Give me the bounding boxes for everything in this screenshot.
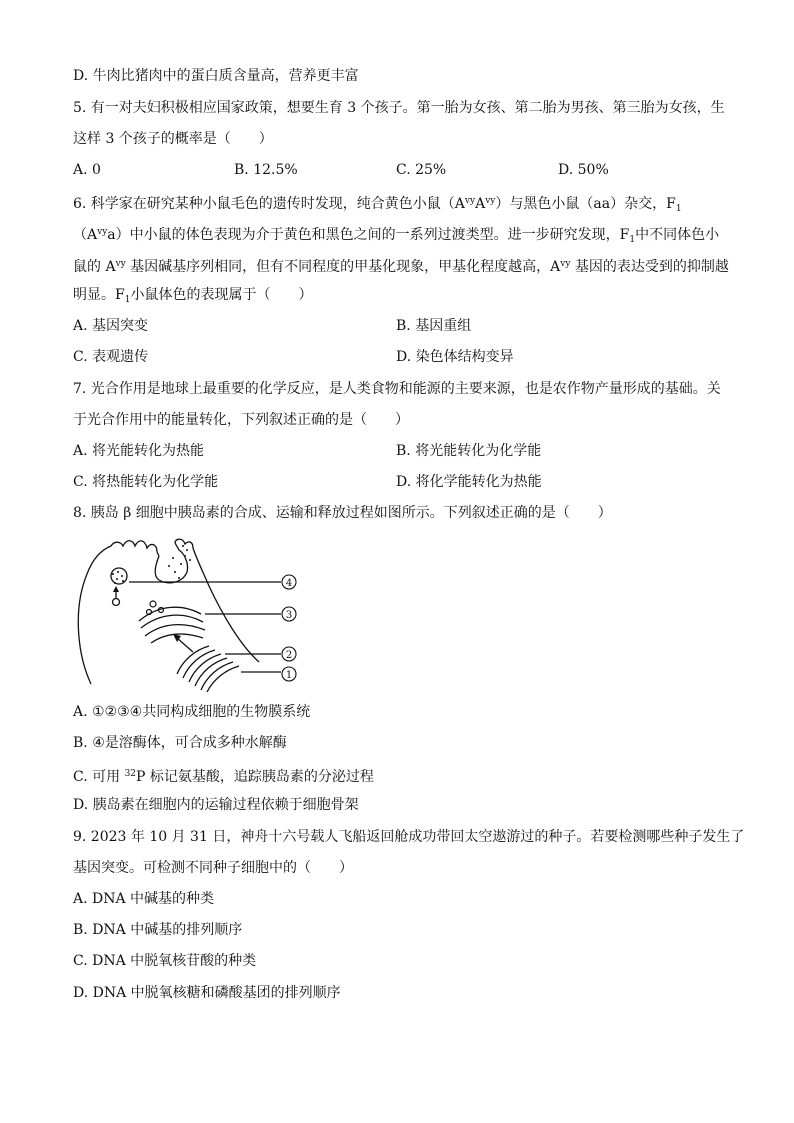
cell-secretion-diagram	[73, 536, 308, 696]
label-4: 4	[285, 578, 293, 589]
q5-option-b: B. 12.5%	[234, 162, 298, 178]
q9-option-d: D. DNA 中脱氧核糖和磷酸基团的排列顺序	[73, 985, 341, 1001]
q6-stem-line2: $(A^{vy}a)$中小鼠的体色表现为介于黄色和黑色之间的一系列过渡类型。进一步研究发现，$F_1$中不同体色小	[73, 227, 720, 245]
q5-option-c: C. 25%	[396, 162, 447, 178]
q5-stem-line1: 5. 有一对夫妇积极相应国家政策，想要生育 3 个孩子。第一胎为女孩、第二胎为男孩、第三胎为女孩，生	[73, 100, 725, 116]
q5-option-a: A. 0	[73, 162, 101, 178]
q8-option-a: A. ①②③④共同构成细胞的生物膜系统	[73, 704, 311, 720]
q6-option-b: B. 基因重组	[396, 318, 472, 334]
q5-option-d: D. 50%	[558, 162, 609, 178]
q6-option-d: D. 染色体结构变异	[396, 349, 514, 365]
label-3: 3	[285, 610, 293, 621]
q7-stem-line1: 7. 光合作用是地球上最重要的化学反应，是人类食物和能源的主要来源，也是农作物产量形成的基础。关	[73, 381, 721, 397]
q8-option-d: D. 胰岛素在细胞内的运输过程依赖于细胞骨架	[73, 797, 359, 813]
q7-option-b: B. 将光能转化为化学能	[396, 443, 542, 459]
label-1: 1	[285, 670, 293, 681]
q9-stem-line1: 9. 2023 年 10 月 31 日，神舟十六号载人飞船返回舱成功带回太空遨游过的种子。若要检测哪些种子发生了	[73, 829, 745, 845]
q6-stem-line1: 6. 科学家在研究某种小鼠毛色的遗传时发现，纯合黄色小鼠$(A^{vy}A^{vy})$与黑色小鼠（aa）杂交，$F_1$	[73, 196, 682, 214]
q9-option-b: B. DNA 中碱基的排列顺序	[73, 922, 243, 938]
q4-option-d: D. 牛肉比猪肉中的蛋白质含量高，营养更丰富	[73, 68, 359, 84]
q7-option-d: D. 将化学能转化为热能	[396, 474, 542, 490]
q9-option-a: A. DNA 中碱基的种类	[73, 891, 215, 907]
q9-option-c: C. DNA 中脱氧核苷酸的种类	[73, 953, 257, 969]
q7-option-a: A. 将光能转化为热能	[73, 443, 205, 459]
q5-stem-line2: 这样 3 个孩子的概率是（ ）	[73, 131, 273, 147]
q6-option-a: A. 基因突变	[73, 318, 149, 334]
q7-stem-line2: 于光合作用中的能量转化，下列叙述正确的是（ ）	[73, 412, 409, 428]
q8-stem: 8. 胰岛 β 细胞中胰岛素的合成、运输和释放过程如图所示。下列叙述正确的是（ ）	[73, 505, 612, 521]
q9-stem-line2: 基因突变。可检测不同种子细胞中的（ ）	[73, 860, 353, 876]
label-2: 2	[285, 650, 293, 661]
q8-option-c: C. 可用 $^{32}$P 标记氨基酸，追踪胰岛素的分泌过程	[73, 769, 374, 785]
q7-option-c: C. 将热能转化为化学能	[73, 474, 219, 490]
q6-option-c: C. 表观遗传	[73, 349, 149, 365]
q6-stem-line3: 鼠的 $A^{vy}$ 基因碱基序列相同，但有不同程度的甲基化现象，甲基化程度越高，$A^{vy}$ 基因的表达受到的抑制越	[73, 259, 729, 275]
q6-stem-line4: 明显。$F_1$小鼠体色的表现属于（ ）	[73, 287, 313, 305]
q8-option-b: B. ④是溶酶体，可合成多种水解酶	[73, 735, 287, 751]
